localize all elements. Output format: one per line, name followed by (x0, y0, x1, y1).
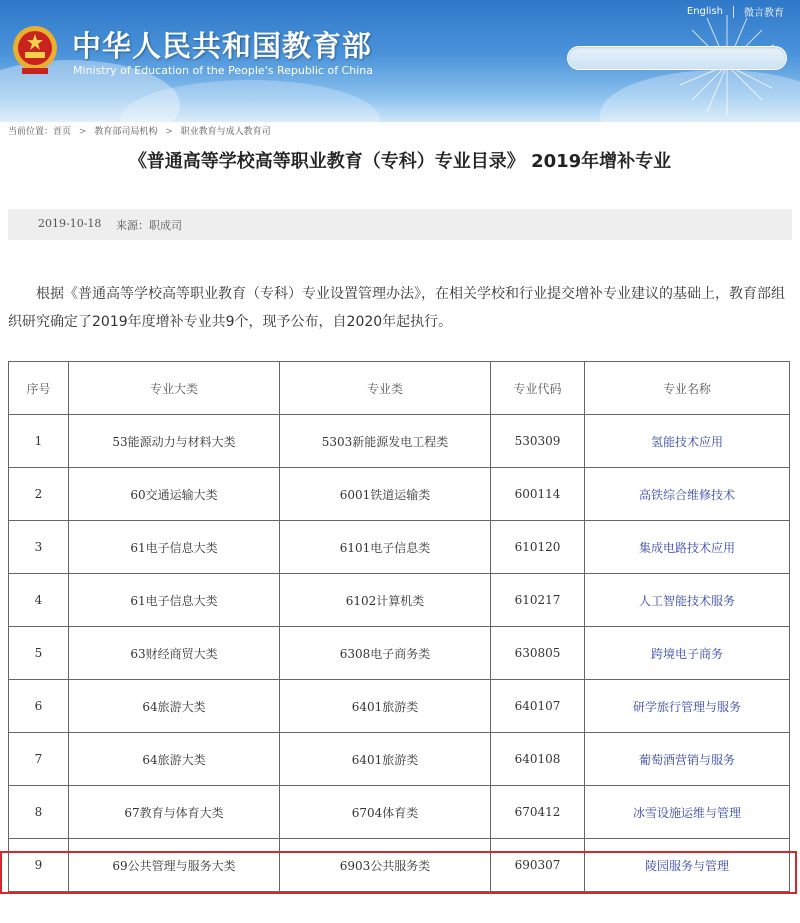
site-title-cn: 中华人民共和国教育部 (72, 29, 373, 63)
cell-code: 670412 (491, 786, 585, 839)
table-row (9, 786, 790, 839)
cell-major-link[interactable]: 氢能技术应用 (585, 415, 790, 468)
breadcrumb-item-department[interactable]: 职业教育与成人教育司 (180, 127, 271, 137)
cell-major-link[interactable]: 葡萄酒营销与服务 (585, 733, 790, 786)
header-code: 专业代码 (491, 362, 585, 415)
cell-class: 6102计算机类 (280, 574, 491, 627)
cell-code: 640107 (491, 680, 585, 733)
site-title-en: Ministry of Education of the People's Republic of China (73, 64, 373, 77)
cell-index: 2 (9, 468, 69, 521)
table-row (9, 468, 790, 521)
cell-index: 1 (9, 415, 69, 468)
cell-category: 69公共管理与服务大类 (69, 839, 280, 892)
cell-index: 7 (9, 733, 69, 786)
cell-major-link[interactable]: 集成电路技术应用 (585, 521, 790, 574)
link-divider (733, 6, 734, 18)
national-emblem-icon (10, 22, 60, 78)
article-date: 2019-10-18 (38, 217, 102, 230)
table-row (9, 521, 790, 574)
cell-class: 6704体育类 (280, 786, 491, 839)
cell-major-link[interactable]: 冰雪设施运维与管理 (585, 786, 790, 839)
article-source: 来源：职成司 (116, 219, 182, 232)
header-class: 专业类 (280, 362, 491, 415)
cell-index: 4 (9, 574, 69, 627)
cell-category: 64旅游大类 (69, 680, 280, 733)
cell-class: 6101电子信息类 (280, 521, 491, 574)
table-row (9, 574, 790, 627)
header-index: 序号 (9, 362, 69, 415)
breadcrumb-current-label[interactable]: 当前位置：首页 (8, 127, 72, 137)
cell-class: 6001铁道运输类 (280, 468, 491, 521)
row-highlight-box (0, 851, 797, 894)
header-category: 专业大类 (69, 362, 280, 415)
cell-category: 53能源动力与材料大类 (69, 415, 280, 468)
cell-code: 640108 (491, 733, 585, 786)
breadcrumb-separator: > (165, 127, 173, 137)
breadcrumb (8, 124, 276, 137)
cell-category: 60交通运输大类 (69, 468, 280, 521)
cell-code: 610120 (491, 521, 585, 574)
cell-code: 530309 (491, 415, 585, 468)
cell-category: 64旅游大类 (69, 733, 280, 786)
cell-category: 61电子信息大类 (69, 521, 280, 574)
cell-code: 610217 (491, 574, 585, 627)
cell-class: 5303新能源发电工程类 (280, 415, 491, 468)
cell-index: 9 (9, 839, 69, 892)
cell-index: 6 (9, 680, 69, 733)
cell-code: 690307 (491, 839, 585, 892)
search-box[interactable] (567, 46, 787, 70)
table-row (9, 415, 790, 468)
cell-category: 61电子信息大类 (69, 574, 280, 627)
english-link[interactable]: English (686, 6, 723, 17)
cell-class: 6903公共服务类 (280, 839, 491, 892)
cell-class: 6401旅游类 (280, 680, 491, 733)
cell-major-link[interactable]: 高铁综合维修技术 (585, 468, 790, 521)
search-input[interactable] (578, 48, 772, 70)
top-links (687, 4, 784, 19)
cell-category: 67教育与体育大类 (69, 786, 280, 839)
table-row (9, 680, 790, 733)
cell-major-link[interactable]: 人工智能技术服务 (585, 574, 790, 627)
breadcrumb-item-bureaus[interactable]: 教育部司局机构 (94, 127, 158, 137)
article-meta-bar (8, 209, 792, 240)
breadcrumb-separator: > (78, 127, 87, 137)
cell-major-link[interactable]: 跨境电子商务 (585, 627, 790, 680)
cell-major-link[interactable]: 陵园服务与管理 (585, 839, 790, 892)
cell-index: 5 (9, 627, 69, 680)
cell-index: 3 (9, 521, 69, 574)
cell-class: 6308电子商务类 (280, 627, 491, 680)
table-row (9, 733, 790, 786)
table-row (9, 627, 790, 680)
cell-category: 63财经商贸大类 (69, 627, 280, 680)
cell-class: 6401旅游类 (280, 733, 491, 786)
cell-code: 630805 (491, 627, 585, 680)
cell-index: 8 (9, 786, 69, 839)
majors-table (8, 361, 790, 892)
site-header (0, 0, 800, 122)
article-intro: 根据《普通高等学校高等职业教育（专科）专业设置管理办法》，在相关学校和行业提交增补专业建议的基础上，教育部组织研究确定了2019年度增补专业共9个，现予公布，自2020年起执行。 (8, 286, 785, 330)
header-major-name: 专业名称 (585, 362, 790, 415)
table-header-row (9, 362, 790, 415)
cell-major-link[interactable]: 研学旅行管理与服务 (585, 680, 790, 733)
weiyan-jiaoyu-link[interactable]: 微言教育 (744, 8, 784, 19)
article-title: 《普通高等学校高等职业教育（专科）专业目录》 2019年增补专业 (128, 151, 672, 172)
cell-code: 600114 (491, 468, 585, 521)
